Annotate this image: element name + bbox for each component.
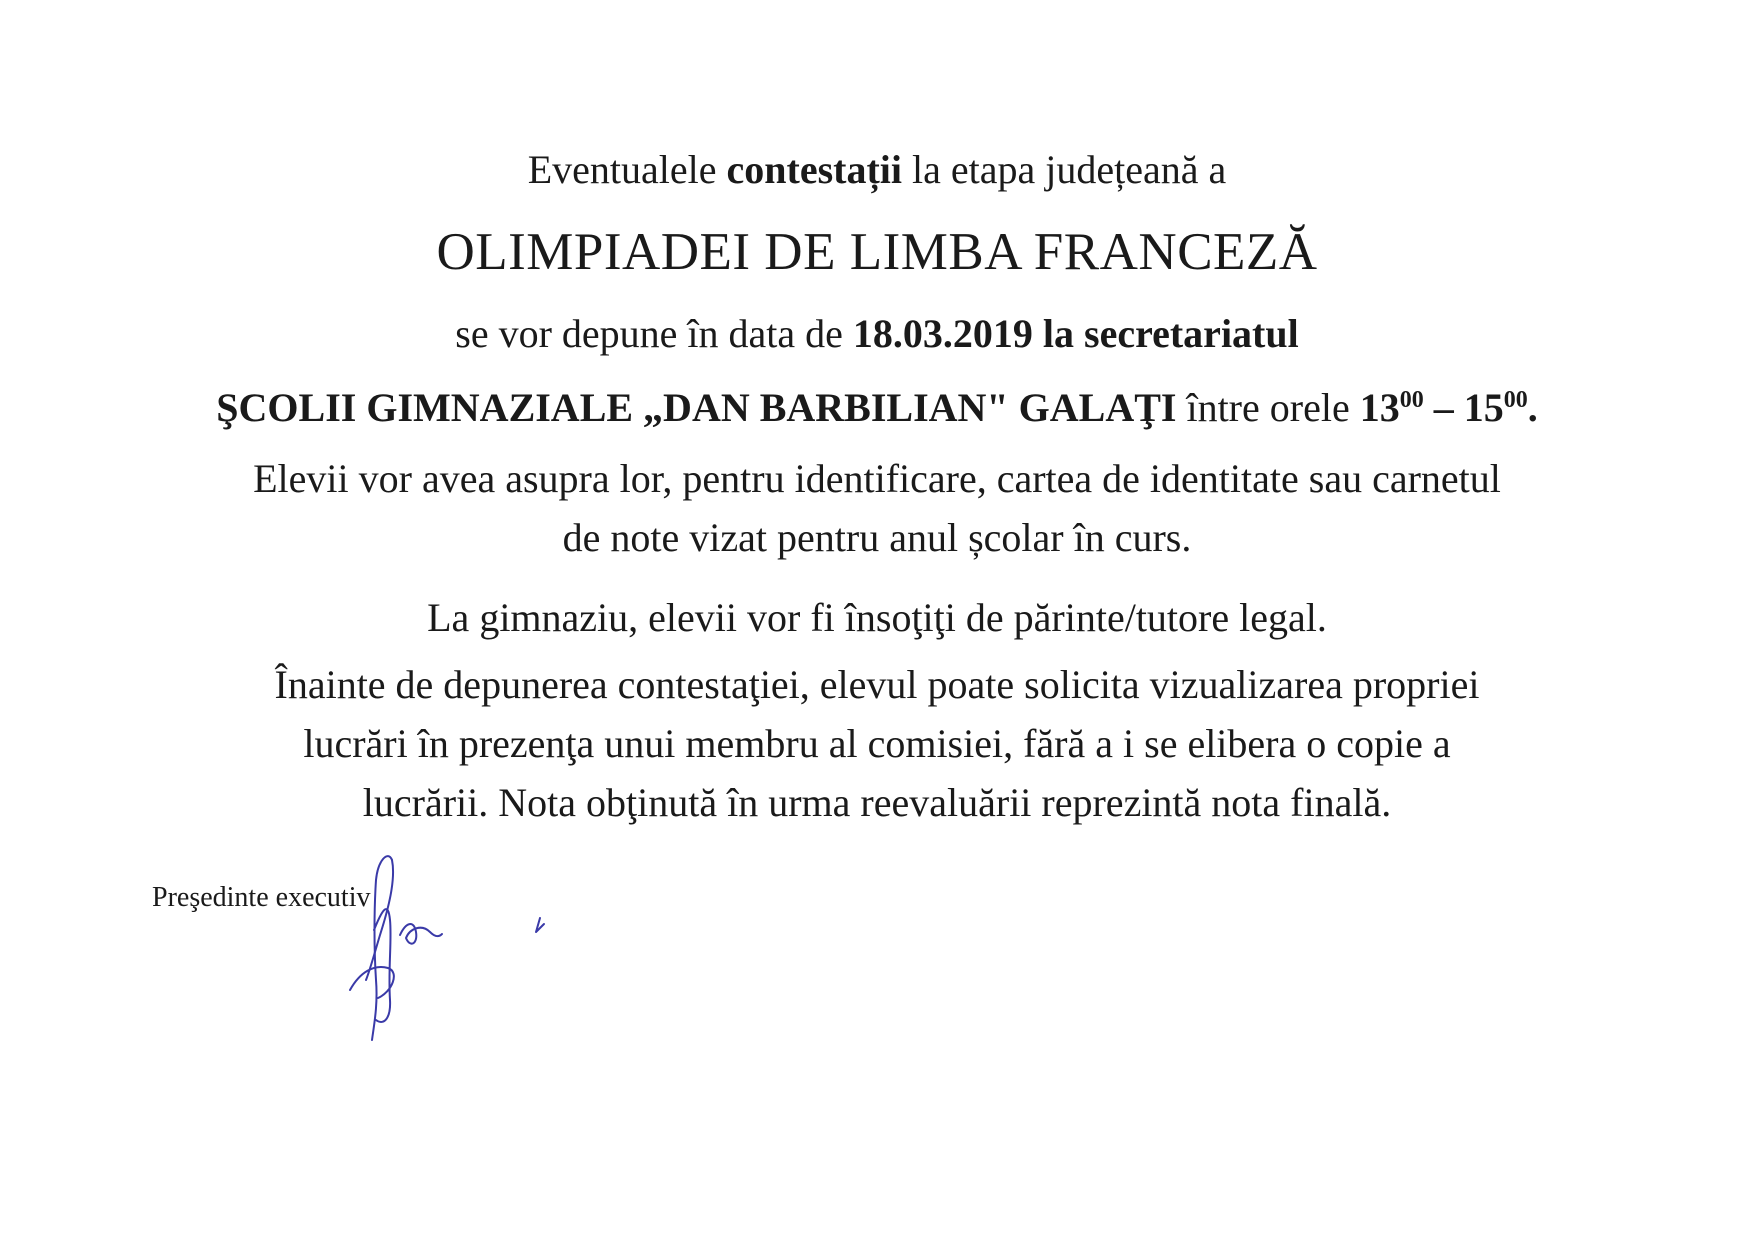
line-1-prefix: Eventualele [527, 147, 727, 192]
line-3-prefix: se vor depune în data de [455, 311, 853, 356]
notice-line-4 [0, 385, 1754, 430]
review-line-1: Înainte de depunerea contestaţiei, elevul poate solicita vizualizarea propriei [274, 662, 1480, 707]
identification-line-1: Elevii vor avea asupra lor, pentru identificare, cartea de identitate sau carnetul [253, 456, 1501, 501]
line-1-bold: contestații [726, 147, 903, 192]
review-line-2: lucrări în prezenţa unui membru al comisiei, fără a i se elibera o copie a [303, 721, 1451, 766]
between-hours-text: între orele [1176, 385, 1360, 430]
signatory-role: Preşedinte executiv [152, 882, 371, 913]
school-name: ŞCOLII GIMNAZIALE „DAN BARBILIAN" GALAŢI [216, 385, 1177, 430]
review-line-3: lucrării. Nota obţinută în urma reevaluării reprezintă nota finală. [362, 780, 1392, 825]
start-hour: $13^{00}$ [1359, 385, 1424, 430]
line-3-date-location: 18.03.2019 la secretariatul [852, 311, 1299, 356]
end-hour: $15^{00}$ [1463, 385, 1528, 430]
handwritten-signature [330, 840, 570, 1050]
notice-line-3 [0, 311, 1754, 356]
notice-line-1 [0, 147, 1754, 192]
identification-line-2: de note vizat pentru anul școlar în curs. [562, 515, 1192, 560]
line-4-period: . [1527, 385, 1538, 430]
olympiad-title: OLIMPIADEI DE LIMBA FRANCEZĂ [436, 223, 1318, 281]
hour-dash: – [1423, 385, 1464, 430]
gymnasium-note: La gimnaziu, elevii vor fi însoţiţi de părinte/tutore legal. [427, 595, 1327, 640]
line-1-suffix: la etapa județeană a [902, 147, 1227, 192]
